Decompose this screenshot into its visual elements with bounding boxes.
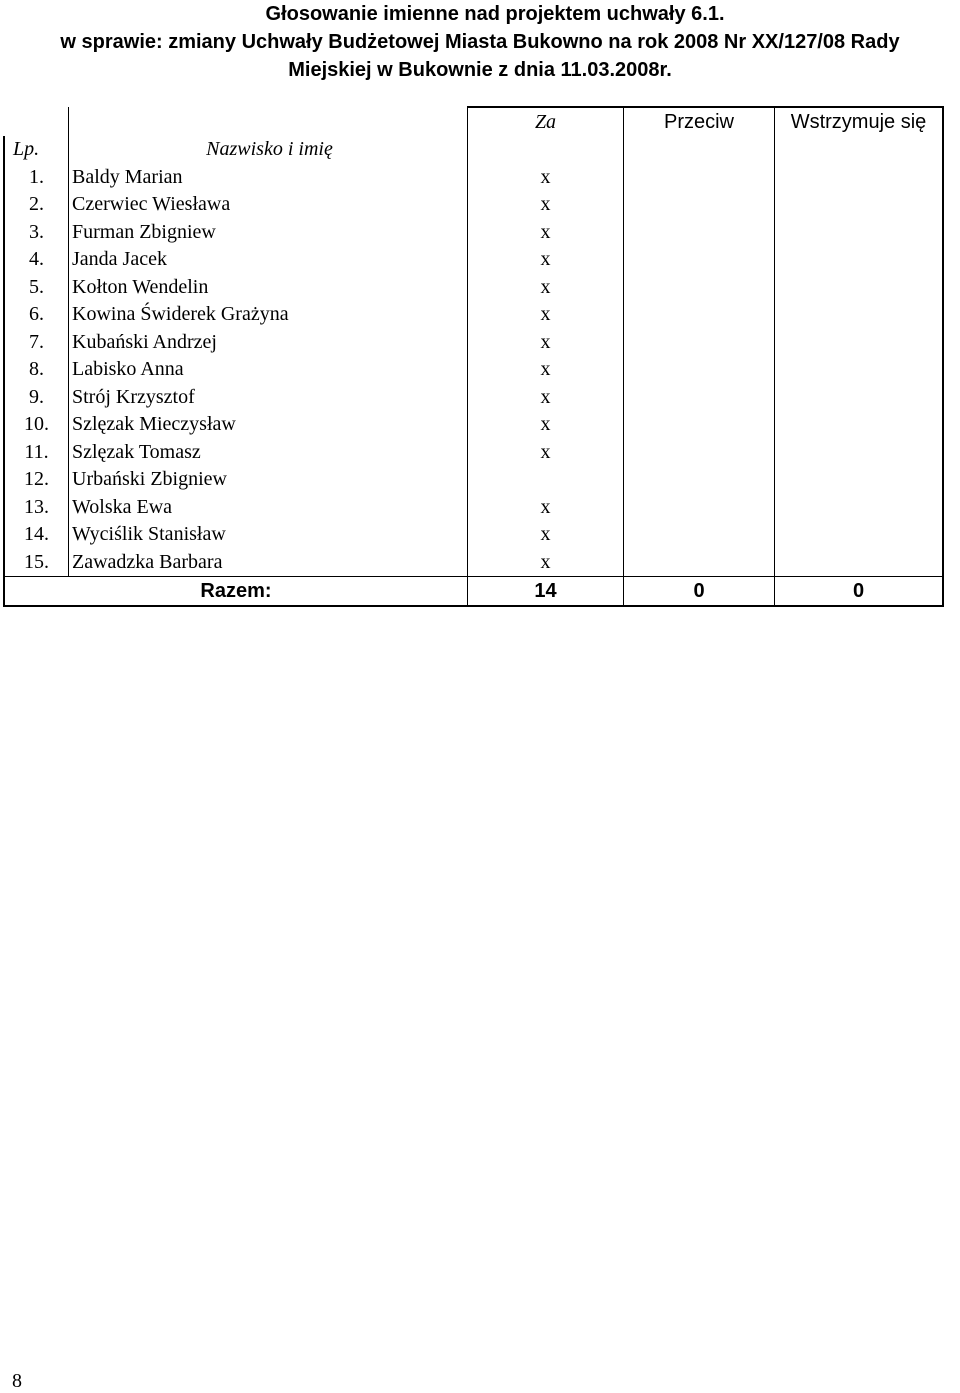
- row-lp: 6.: [4, 301, 69, 329]
- row-name: Zawadzka Barbara: [69, 548, 468, 576]
- row-za: x: [468, 218, 624, 246]
- row-wstrzymuje: [775, 411, 944, 439]
- row-name: Kowina Świderek Grażyna: [69, 301, 468, 329]
- total-przeciw: 0: [624, 576, 775, 606]
- row-za: x: [468, 301, 624, 329]
- row-wstrzymuje: [775, 356, 944, 384]
- row-za: x: [468, 163, 624, 191]
- row-za: x: [468, 438, 624, 466]
- row-name: Baldy Marian: [69, 163, 468, 191]
- row-za: x: [468, 548, 624, 576]
- table-row: [4, 163, 943, 191]
- row-lp: 11.: [4, 438, 69, 466]
- row-wstrzymuje: [775, 438, 944, 466]
- row-za: x: [468, 411, 624, 439]
- total-za: 14: [468, 576, 624, 606]
- table-row: [4, 383, 943, 411]
- table-row: [4, 246, 943, 274]
- col-przeciw-header: Przeciw: [624, 107, 775, 136]
- table-row: [4, 411, 943, 439]
- page-number: 8: [12, 1370, 22, 1392]
- row-lp: 8.: [4, 356, 69, 384]
- total-label: Razem:: [4, 576, 468, 606]
- row-przeciw: [624, 328, 775, 356]
- title-line-1: Głosowanie imienne nad projektem uchwały 6.1.: [265, 3, 725, 25]
- row-wstrzymuje: [775, 218, 944, 246]
- row-lp: 5.: [4, 273, 69, 301]
- row-przeciw: [624, 383, 775, 411]
- row-lp: 3.: [4, 218, 69, 246]
- row-wstrzymuje: [775, 163, 944, 191]
- table-row: [4, 301, 943, 329]
- title-line-2: w sprawie: zmiany Uchwały Budżetowej Miasta Bukowno na rok 2008 Nr XX/127/08 Rady: [60, 31, 900, 53]
- row-wstrzymuje: [775, 246, 944, 274]
- row-name: Labisko Anna: [69, 356, 468, 384]
- row-za: x: [468, 191, 624, 219]
- row-name: Kołton Wendelin: [69, 273, 468, 301]
- row-name: Wolska Ewa: [69, 493, 468, 521]
- row-name: Szlęzak Tomasz: [69, 438, 468, 466]
- table-row: [4, 218, 943, 246]
- row-przeciw: [624, 411, 775, 439]
- row-za: x: [468, 246, 624, 274]
- col-wstrzymuje-header: Wstrzymuje się: [775, 107, 944, 136]
- row-za: x: [468, 521, 624, 549]
- document-title: [0, 0, 960, 84]
- row-lp: 14.: [4, 521, 69, 549]
- row-przeciw: [624, 438, 775, 466]
- vote-table: [3, 106, 944, 607]
- row-przeciw: [624, 356, 775, 384]
- row-przeciw: [624, 191, 775, 219]
- header-row-2: [4, 136, 943, 164]
- row-za: [468, 466, 624, 494]
- table-row: [4, 493, 943, 521]
- row-lp: 15.: [4, 548, 69, 576]
- row-name: Janda Jacek: [69, 246, 468, 274]
- row-przeciw: [624, 218, 775, 246]
- row-za: x: [468, 383, 624, 411]
- row-za: x: [468, 273, 624, 301]
- row-lp: 12.: [4, 466, 69, 494]
- row-wstrzymuje: [775, 521, 944, 549]
- table-row: [4, 356, 943, 384]
- row-wstrzymuje: [775, 493, 944, 521]
- row-wstrzymuje: [775, 273, 944, 301]
- row-name: Czerwiec Wiesława: [69, 191, 468, 219]
- row-wstrzymuje: [775, 466, 944, 494]
- row-name: Furman Zbigniew: [69, 218, 468, 246]
- row-lp: 2.: [4, 191, 69, 219]
- row-wstrzymuje: [775, 383, 944, 411]
- row-lp: 7.: [4, 328, 69, 356]
- row-lp: 1.: [4, 163, 69, 191]
- row-lp: 4.: [4, 246, 69, 274]
- table-row: [4, 548, 943, 576]
- row-przeciw: [624, 273, 775, 301]
- table-row: [4, 273, 943, 301]
- row-lp: 9.: [4, 383, 69, 411]
- table-row: [4, 438, 943, 466]
- table-row: [4, 191, 943, 219]
- total-row: [4, 576, 943, 606]
- title-line-3: Miejskiej w Bukownie z dnia 11.03.2008r.: [288, 59, 672, 81]
- row-przeciw: [624, 466, 775, 494]
- row-wstrzymuje: [775, 548, 944, 576]
- row-przeciw: [624, 163, 775, 191]
- row-wstrzymuje: [775, 328, 944, 356]
- row-przeciw: [624, 301, 775, 329]
- row-lp: 13.: [4, 493, 69, 521]
- row-za: x: [468, 328, 624, 356]
- row-name: Urbański Zbigniew: [69, 466, 468, 494]
- row-name: Kubański Andrzej: [69, 328, 468, 356]
- row-wstrzymuje: [775, 301, 944, 329]
- row-wstrzymuje: [775, 191, 944, 219]
- header-row-1: [4, 107, 943, 136]
- row-przeciw: [624, 246, 775, 274]
- row-name: Szlęzak Mieczysław: [69, 411, 468, 439]
- row-przeciw: [624, 548, 775, 576]
- col-lp-header: Lp.: [4, 136, 69, 164]
- row-przeciw: [624, 493, 775, 521]
- total-wstrzymuje: 0: [775, 576, 944, 606]
- row-name: Strój Krzysztof: [69, 383, 468, 411]
- col-za-header: Za: [468, 107, 624, 136]
- col-name-header: Nazwisko i imię: [69, 136, 468, 164]
- row-przeciw: [624, 521, 775, 549]
- table-row: [4, 328, 943, 356]
- table-row: [4, 521, 943, 549]
- table-row: [4, 466, 943, 494]
- row-za: x: [468, 493, 624, 521]
- row-lp: 10.: [4, 411, 69, 439]
- row-za: x: [468, 356, 624, 384]
- row-name: Wyciślik Stanisław: [69, 521, 468, 549]
